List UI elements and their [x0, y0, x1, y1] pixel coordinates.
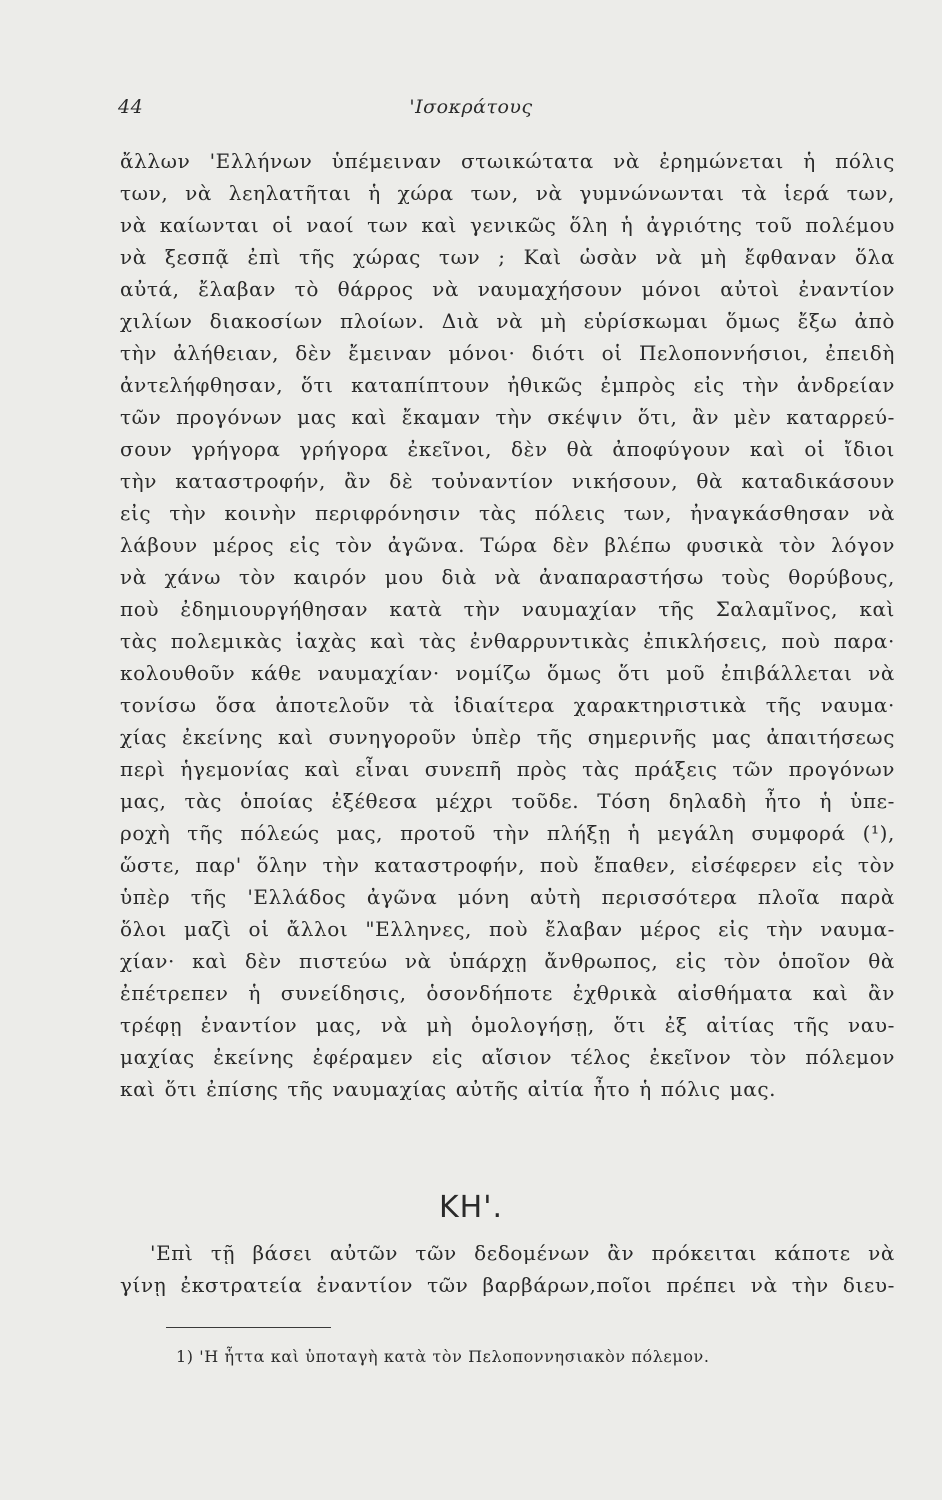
page-header — [0, 96, 942, 126]
text-line: εἰς τὴν κοινὴν περιφρόνησιν τὰς πόλεις των, ἠναγκάσθησαν νὰ — [120, 501, 895, 525]
text-line: μας, τὰς ὁποίας ἐξέθεσα μέχρι τοῦδε. Τόση δηλαδὴ ἦτο ἡ ὑπε- — [120, 789, 895, 813]
main-text — [120, 145, 895, 1105]
footnote: 1) 'Η ἧττα καὶ ὑποταγὴ κατὰ τὸν Πελοποννησιακὸν πόλεμον. — [176, 1347, 710, 1366]
running-title: 'Ισοκράτους — [409, 96, 533, 118]
text-line: μαχίας ἐκείνης ἐφέραμεν εἰς αἴσιον τέλος ἐκεῖνον τὸν πόλεμον — [120, 1045, 895, 1069]
text-line: 'Επὶ τῇ βάσει αὐτῶν τῶν δεδομένων ἂν πρόκειται κάποτε νὰ — [150, 1241, 895, 1265]
text-line: χίαν· καὶ δὲν πιστεύω νὰ ὑπάρχῃ ἄνθρωπος, εἰς τὸν ὁποῖον θὰ — [120, 949, 895, 973]
text-line: νὰ χάνω τὸν καιρόν μου διὰ νὰ ἀναπαραστήσω τοὺς θορύβους, — [120, 565, 895, 589]
text-line: ἐπέτρεπεν ἡ συνείδησις, ὁσονδήποτε ἐχθρικὰ αἰσθήματα καὶ ἂν — [120, 981, 895, 1005]
section-heading: ΚΗ'. — [438, 1190, 503, 1225]
text-line: γίνῃ ἐκστρατεία ἐναντίον τῶν βαρβάρων,ποῖοι πρέπει νὰ τὴν διευ- — [120, 1273, 895, 1297]
text-line: χιλίων διακοσίων πλοίων. Διὰ νὰ μὴ εὑρίσκωμαι ὅμως ἔξω ἀπὸ — [120, 309, 895, 333]
footnote-divider — [166, 1327, 331, 1328]
section-text — [120, 1237, 895, 1301]
text-line: χίας ἐκείνης καὶ συνηγοροῦν ὑπὲρ τῆς σημερινῆς μας ἀπαιτήσεως — [120, 725, 895, 749]
text-line: τρέφῃ ἐναντίον μας, νὰ μὴ ὁμολογήσῃ, ὅτι ἐξ αἰτίας τῆς ναυ- — [120, 1013, 895, 1037]
text-line: ὅλοι μαζὶ οἱ ἄλλοι "Ελληνες, ποὺ ἔλαβαν μέρος εἰς τὴν ναυμα- — [120, 917, 895, 941]
text-line: ἄλλων 'Ελλήνων ὑπέμειναν στωικώτατα νὰ ἐρημώνεται ἡ πόλις — [120, 149, 895, 173]
text-line: νὰ καίωνται οἱ ναοί των καὶ γενικῶς ὅλη ἡ ἀγριότης τοῦ πολέμου — [120, 213, 895, 237]
text-line: κολουθοῦν κάθε ναυμαχίαν· νομίζω ὅμως ὅτι μοῦ ἐπιβάλλεται νὰ — [120, 661, 895, 685]
text-line: ποὺ ἐδημιουργήθησαν κατὰ τὴν ναυμαχίαν τῆς Σαλαμῖνος, καὶ — [120, 597, 895, 621]
text-line: ροχὴ τῆς πόλεώς μας, προτοῦ τὴν πλήξῃ ἡ μεγάλη συμφορά (¹), — [120, 821, 895, 845]
text-line: σουν γρήγορα γρήγορα ἐκεῖνοι, δὲν θὰ ἀποφύγουν καὶ οἱ ἴδιοι — [120, 437, 895, 461]
text-line: νὰ ξεσπᾷ ἐπὶ τῆς χώρας των ; Καὶ ὡσὰν νὰ μὴ ἔφθαναν ὅλα — [120, 245, 895, 269]
text-line: τὴν καταστροφήν, ἂν δὲ τοὐναντίον νικήσουν, θὰ καταδικάσουν — [120, 469, 895, 493]
text-line: ὥστε, παρ' ὅλην τὴν καταστροφήν, ποὺ ἔπαθεν, εἰσέφερεν εἰς τὸν — [120, 853, 895, 877]
text-line: λάβουν μέρος εἰς τὸν ἀγῶνα. Τώρα δὲν βλέπω φυσικὰ τὸν λόγον — [120, 533, 895, 557]
text-line: τὴν ἀλήθειαν, δὲν ἔμειναν μόνοι· διότι οἱ Πελοποννήσιοι, ἐπειδὴ — [120, 341, 895, 365]
text-line: των, νὰ λεηλατῆται ἡ χώρα των, νὰ γυμνώνωνται τὰ ἱερά των, — [120, 181, 895, 205]
page-number: 44 — [118, 96, 144, 118]
text-line: τὰς πολεμικὰς ἰαχὰς καὶ τὰς ἐνθαρρυντικὰς ἐπικλήσεις, ποὺ παρα· — [120, 629, 895, 653]
text-line: περὶ ἡγεμονίας καὶ εἶναι συνεπῆ πρὸς τὰς πράξεις τῶν προγόνων — [120, 757, 895, 781]
text-line: ἀντελήφθησαν, ὅτι καταπίπτουν ἠθικῶς ἐμπρὸς εἰς τὴν ἀνδρείαν — [120, 373, 895, 397]
text-line: ὑπὲρ τῆς 'Ελλάδος ἀγῶνα μόνη αὐτὴ περισσότερα πλοῖα παρὰ — [120, 885, 895, 909]
text-line: καὶ ὅτι ἐπίσης τῆς ναυμαχίας αὐτῆς αἰτία ἦτο ἡ πόλις μας. — [120, 1077, 777, 1101]
text-line: τῶν προγόνων μας καὶ ἔκαμαν τὴν σκέψιν ὅτι, ἂν μὲν καταρρεύ- — [120, 405, 895, 429]
text-line: τονίσω ὅσα ἀποτελοῦν τὰ ἰδιαίτερα χαρακτηριστικὰ τῆς ναυμα· — [120, 693, 895, 717]
text-line: αὐτά, ἔλαβαν τὸ θάρρος νὰ ναυμαχήσουν μόνοι αὐτοὶ ἐναντίον — [120, 277, 895, 301]
